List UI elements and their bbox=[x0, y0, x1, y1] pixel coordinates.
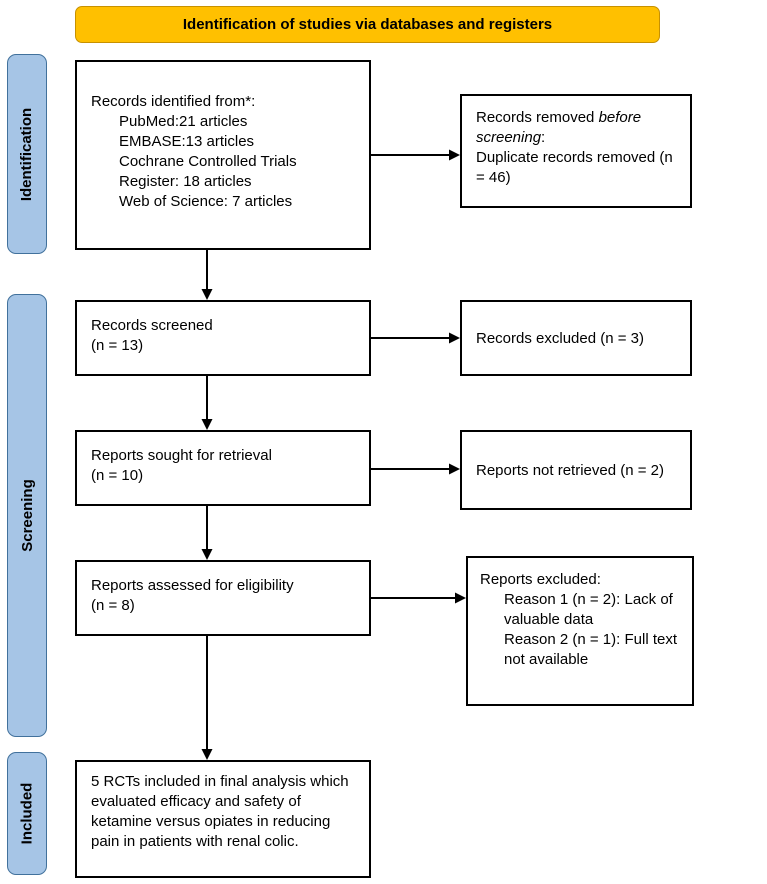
stage-identification-label: Identification bbox=[18, 107, 36, 201]
records-identified-item: Cochrane Controlled Trials Register: 18 articles bbox=[119, 152, 297, 190]
records-identified-item: EMBASE:13 articles bbox=[119, 132, 255, 150]
box-records-removed bbox=[460, 94, 692, 208]
records-identified-heading: Records identified from*: bbox=[91, 93, 256, 110]
arrow-sought-down bbox=[202, 506, 213, 560]
records-removed-suffix: : bbox=[541, 128, 546, 146]
records-removed-italic: before screening bbox=[476, 109, 642, 146]
records-identified-item: PubMed:21 articles bbox=[119, 112, 248, 130]
banner-title: Identification of studies via databases and registers bbox=[182, 16, 553, 33]
reports-excluded-reason: Reason 1 (n = 2): Lack of valuable data bbox=[504, 590, 673, 628]
reports-excluded-reason: Reason 2 (n = 1): Full text not available bbox=[504, 630, 677, 668]
reports-sought-line2: (n = 10) bbox=[91, 466, 144, 484]
stage-screening bbox=[7, 294, 47, 737]
arrow-assessed-down bbox=[202, 636, 213, 760]
box-included-studies bbox=[75, 760, 371, 878]
stage-included bbox=[7, 752, 47, 875]
arrow-identified-to-removed bbox=[371, 150, 460, 161]
arrow-identified-down bbox=[202, 250, 213, 300]
records-excluded-text: Records excluded (n = 3) bbox=[476, 330, 645, 348]
arrow-assessed-to-reports-excluded bbox=[371, 593, 466, 604]
records-screened-line2: (n = 13) bbox=[91, 336, 144, 354]
included-studies-text: 5 RCTs included in final analysis which evaluated efficacy and safety of ketamine versus opiates in reducing pain in patients with renal colic. bbox=[91, 773, 349, 850]
records-screened-line1: Records screened bbox=[91, 317, 213, 334]
stage-included-label: Included bbox=[18, 782, 36, 845]
box-reports-excluded bbox=[466, 556, 694, 706]
records-identified-item: Web of Science: 7 articles bbox=[119, 192, 293, 210]
reports-not-retrieved-text: Reports not retrieved (n = 2) bbox=[476, 462, 665, 480]
stage-identification bbox=[7, 54, 47, 254]
box-records-identified bbox=[75, 60, 371, 250]
arrow-sought-to-not-retrieved bbox=[371, 464, 460, 475]
arrow-screened-to-excluded bbox=[371, 333, 460, 344]
records-removed-line1 bbox=[476, 108, 680, 148]
box-records-screened bbox=[75, 300, 371, 376]
box-reports-not-retrieved bbox=[460, 430, 692, 510]
box-records-excluded bbox=[460, 300, 692, 376]
reports-excluded-heading: Reports excluded: bbox=[480, 571, 601, 588]
records-removed-line2: Duplicate records removed (n = 46) bbox=[476, 148, 673, 186]
reports-sought-line1: Reports sought for retrieval bbox=[91, 447, 272, 464]
stage-screening-label: Screening bbox=[18, 479, 36, 552]
box-reports-assessed bbox=[75, 560, 371, 636]
reports-assessed-line2: (n = 8) bbox=[91, 596, 135, 614]
banner bbox=[75, 6, 660, 43]
arrow-screened-down bbox=[202, 376, 213, 430]
records-removed-prefix: Records removed bbox=[476, 109, 599, 126]
box-reports-sought bbox=[75, 430, 371, 506]
reports-assessed-line1: Reports assessed for eligibility bbox=[91, 577, 294, 594]
